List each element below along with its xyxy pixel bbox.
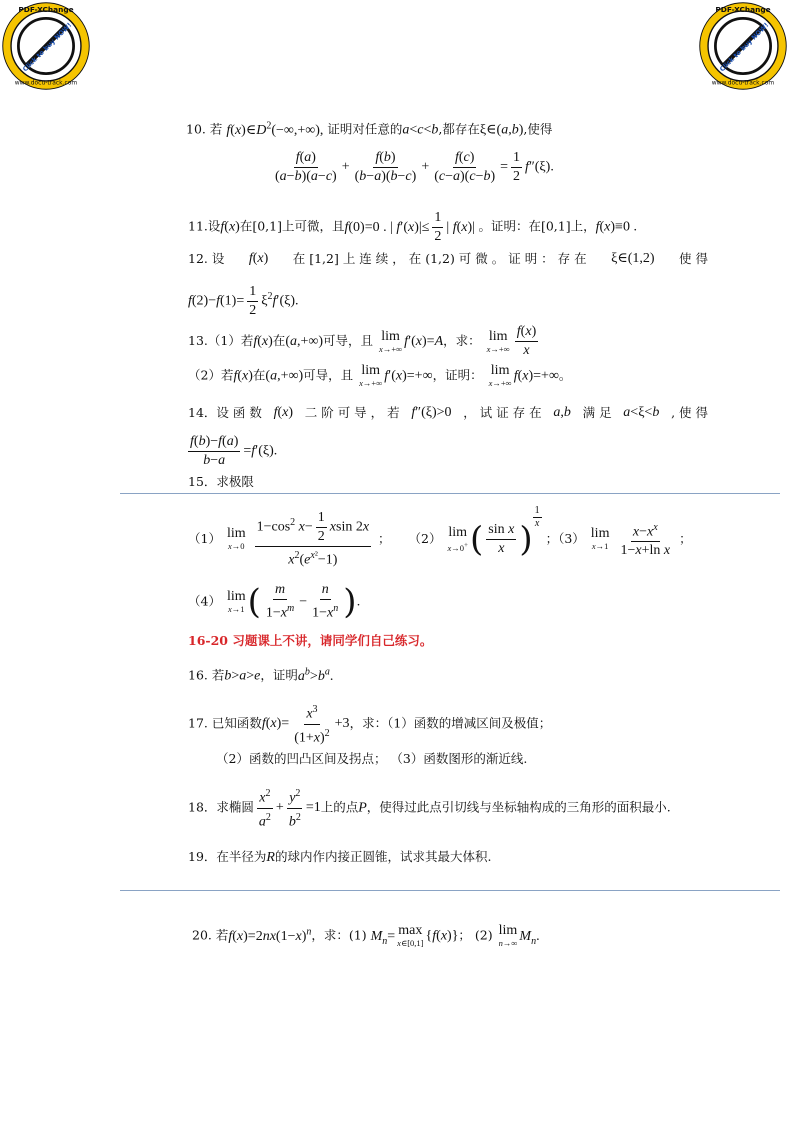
problem-10-equation: $\frac{f(a)}{(a-b)(a-c)}$ + $\frac{f(b)}{(b-a)(b-c)}$ + $\frac{f(c)}{(c-a)(c-b)}$ = $\frac{1}{2}$ f″(ξ). (275, 150, 554, 184)
problem-13-part1: 13.（1）若f(x)在(a,+∞)可导，且 lim x→+∞ f′(x)=A，求： lim x→+∞ $\frac{f(x)}{x}$ (188, 324, 537, 358)
problem-12-equation: f(2)−f(1)= $\frac{1}{2}$ $\xi^2f'(\xi)$. (188, 284, 299, 318)
section-divider-2 (120, 890, 780, 891)
problem-15-limits-row1: （1） lim x→0 $1-\cos^2$ x− $\frac{1}{2}$ xsin 2x $x^2(e^{x^2}-1)$ ； （2） lim x→0+ ( $\frac{\text{sin x}}{x}$ ) $^{\frac{1}{x}}$ ；（3） lim x→1 $\frac{x-x^x}{\text{1−x+ln x}}$ ； (188, 505, 692, 568)
svg-text:www.docu-track.com: www.docu-track.com (711, 79, 775, 87)
svg-text:PDF-XChange: PDF-XChange (715, 4, 771, 14)
problem-10-statement: 10. 若 $f(x)\in D^2(-\infty,+\infty)$, 证明对任意的a<c<b,都存在ξ∈(a,b),使得 (186, 120, 553, 138)
svg-text:Click to buy NOW!: Click to buy NOW! (718, 21, 771, 74)
problem-20: 20. 若$f(x)=2nx(1-x)^n$，求：(1) $M_n=$ max x∈[0,1] {f(x)}； (2) lim n→∞ $M_n$. (192, 923, 540, 949)
exercise-note: 16-20 习题课上不讲，请同学们自己练习。 (188, 633, 433, 648)
problem-15-title: 15．求极限 (188, 474, 254, 489)
problem-13-part2: （2）若f(x)在(a,+∞)可导，且 lim x→+∞ f′(x)=+∞，证明： lim x→+∞ f(x)=+∞。 (188, 363, 572, 388)
pdf-xchange-stamp-right[interactable] (697, 0, 789, 92)
svg-text:www.docu-track.com: www.docu-track.com (14, 79, 78, 87)
section-divider (120, 493, 780, 494)
problem-14-line1: 14．设 函 数 f(x) 二 阶 可 导 ， 若 f″(ξ)>0 ， 试 证 存 在 a,b 满 足 a<ξ<b , 使 得 (188, 405, 708, 420)
svg-text:PDF-XChange: PDF-XChange (18, 4, 74, 14)
problem-12-line1: 12. 设 f(x) 在 [1,2] 上 连 续 ， 在 (1,2) 可 微 。 证 明 ： 存 在 ξ∈(1,2) 使 得 (188, 251, 708, 266)
problem-16: 16. 若b>a>e，证明$a^b>b^a$. (188, 666, 334, 684)
problem-18: 18．求椭圆 $\frac{x^2}{a^2}$ + $\frac{y^2}{b^2}$ =1上的点P，使得过此点引切线与坐标轴构成的三角形的面积最小. (188, 788, 671, 830)
problem-17-line2: （2）函数的凹凸区间及拐点； （3）函数图形的渐近线. (216, 751, 528, 766)
problem-11: 11.设f(x)在[0,1]上可微，且f(0)=0 . | f′(x)|≤ $\frac{1}{2}$ | f(x)| 。证明：在[0,1]上，f(x)≡0 . (188, 210, 637, 244)
problem-19: 19．在半径为R的球内作内接正圆锥，试求其最大体积. (188, 849, 492, 865)
svg-text:Click to buy NOW!: Click to buy NOW! (21, 21, 74, 74)
problem-15-limit-4: （4） lim x→1 ( $\frac{m}{1-x^m}$ − $\frac{n}{1-x^n}$ ). (188, 581, 361, 622)
problem-17-line1: 17. 已知函数f(x)= $\frac{x^3}{(1+x)^2}$ +3，求：（1）函数的增减区间及极值； (188, 704, 552, 746)
problem-14-equation: $\frac{f(b)-f(a)}{b-a}$ =f′(ξ). (190, 434, 278, 468)
pdf-xchange-stamp-left[interactable] (0, 0, 92, 92)
